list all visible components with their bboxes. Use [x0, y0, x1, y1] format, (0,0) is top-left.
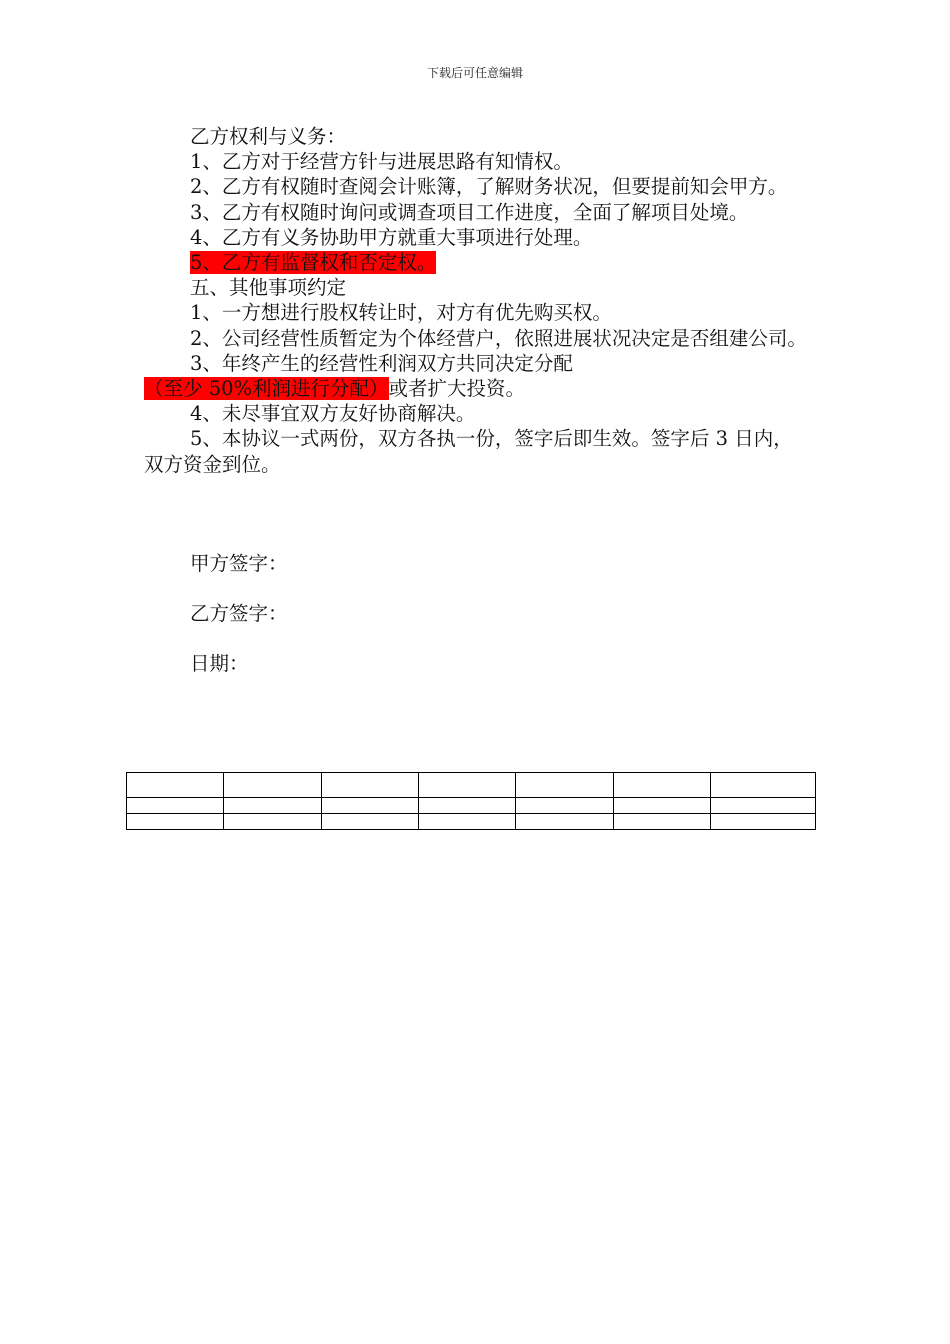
date-label: 日期： — [190, 652, 249, 675]
rights-item-5 — [144, 250, 812, 275]
table-cell — [711, 773, 816, 798]
section-5-item-1: 1、一方想进行股权转让时，对方有优先购买权。 — [190, 301, 612, 325]
table-cell — [711, 814, 816, 830]
table-row — [127, 814, 816, 830]
rights-item-4: 4、乙方有义务协助甲方就重大事项进行处理。 — [190, 225, 593, 249]
table-cell — [418, 798, 515, 814]
table-cell — [321, 798, 418, 814]
table-cell — [516, 798, 613, 814]
section-5-item-3 — [144, 351, 812, 401]
table-cell — [127, 814, 224, 830]
item3-text-b: 或者扩大投资。 — [388, 377, 526, 401]
table-row — [127, 773, 816, 798]
empty-table — [126, 772, 816, 830]
table-cell — [321, 773, 418, 798]
item3-text-a: 3、年终产生的经营性利润双方共同决定分配 — [190, 351, 573, 375]
table-cell — [418, 773, 515, 798]
agreement-body — [144, 124, 812, 477]
table-cell — [418, 814, 515, 830]
section-5-item-4: 4、未尽事宜双方友好协商解决。 — [190, 402, 476, 426]
table-cell — [613, 798, 710, 814]
highlighted-text: （至少 50%利润进行分配） — [144, 377, 389, 401]
table-cell — [516, 773, 613, 798]
party-a-signature-label: 甲方签字： — [190, 552, 288, 575]
section-5-item-5: 5、本协议一式两份，双方各执一份，签字后即生效。签字后 3 日内，双方资金到位。 — [144, 427, 793, 476]
table-cell — [711, 798, 816, 814]
rights-heading: 乙方权利与义务： — [190, 125, 347, 148]
section-5-heading: 五、其他事项约定 — [190, 276, 347, 300]
table-cell — [613, 773, 710, 798]
highlighted-text: 5、乙方有监督权和否定权。 — [190, 251, 437, 275]
table-cell — [127, 798, 224, 814]
page-header: 下载后可任意编辑 — [426, 66, 523, 80]
table-cell — [224, 798, 321, 814]
rights-item-1: 1、乙方对于经营方针与进展思路有知情权。 — [190, 150, 573, 174]
party-b-signature-label: 乙方签字： — [190, 602, 288, 625]
rights-item-2: 2、乙方有权随时查阅会计账簿，了解财务状况，但要提前知会甲方。 — [190, 175, 788, 199]
table-cell — [516, 814, 613, 830]
table-cell — [224, 773, 321, 798]
table-cell — [613, 814, 710, 830]
rights-item-3: 3、乙方有权随时询问或调查项目工作进度，全面了解项目处境。 — [190, 200, 749, 224]
table-cell — [224, 814, 321, 830]
table-row — [127, 798, 816, 814]
section-5-item-2: 2、公司经营性质暂定为个体经营户，依照进展状况决定是否组建公司。 — [190, 326, 807, 350]
table-cell — [127, 773, 224, 798]
table-cell — [321, 814, 418, 830]
